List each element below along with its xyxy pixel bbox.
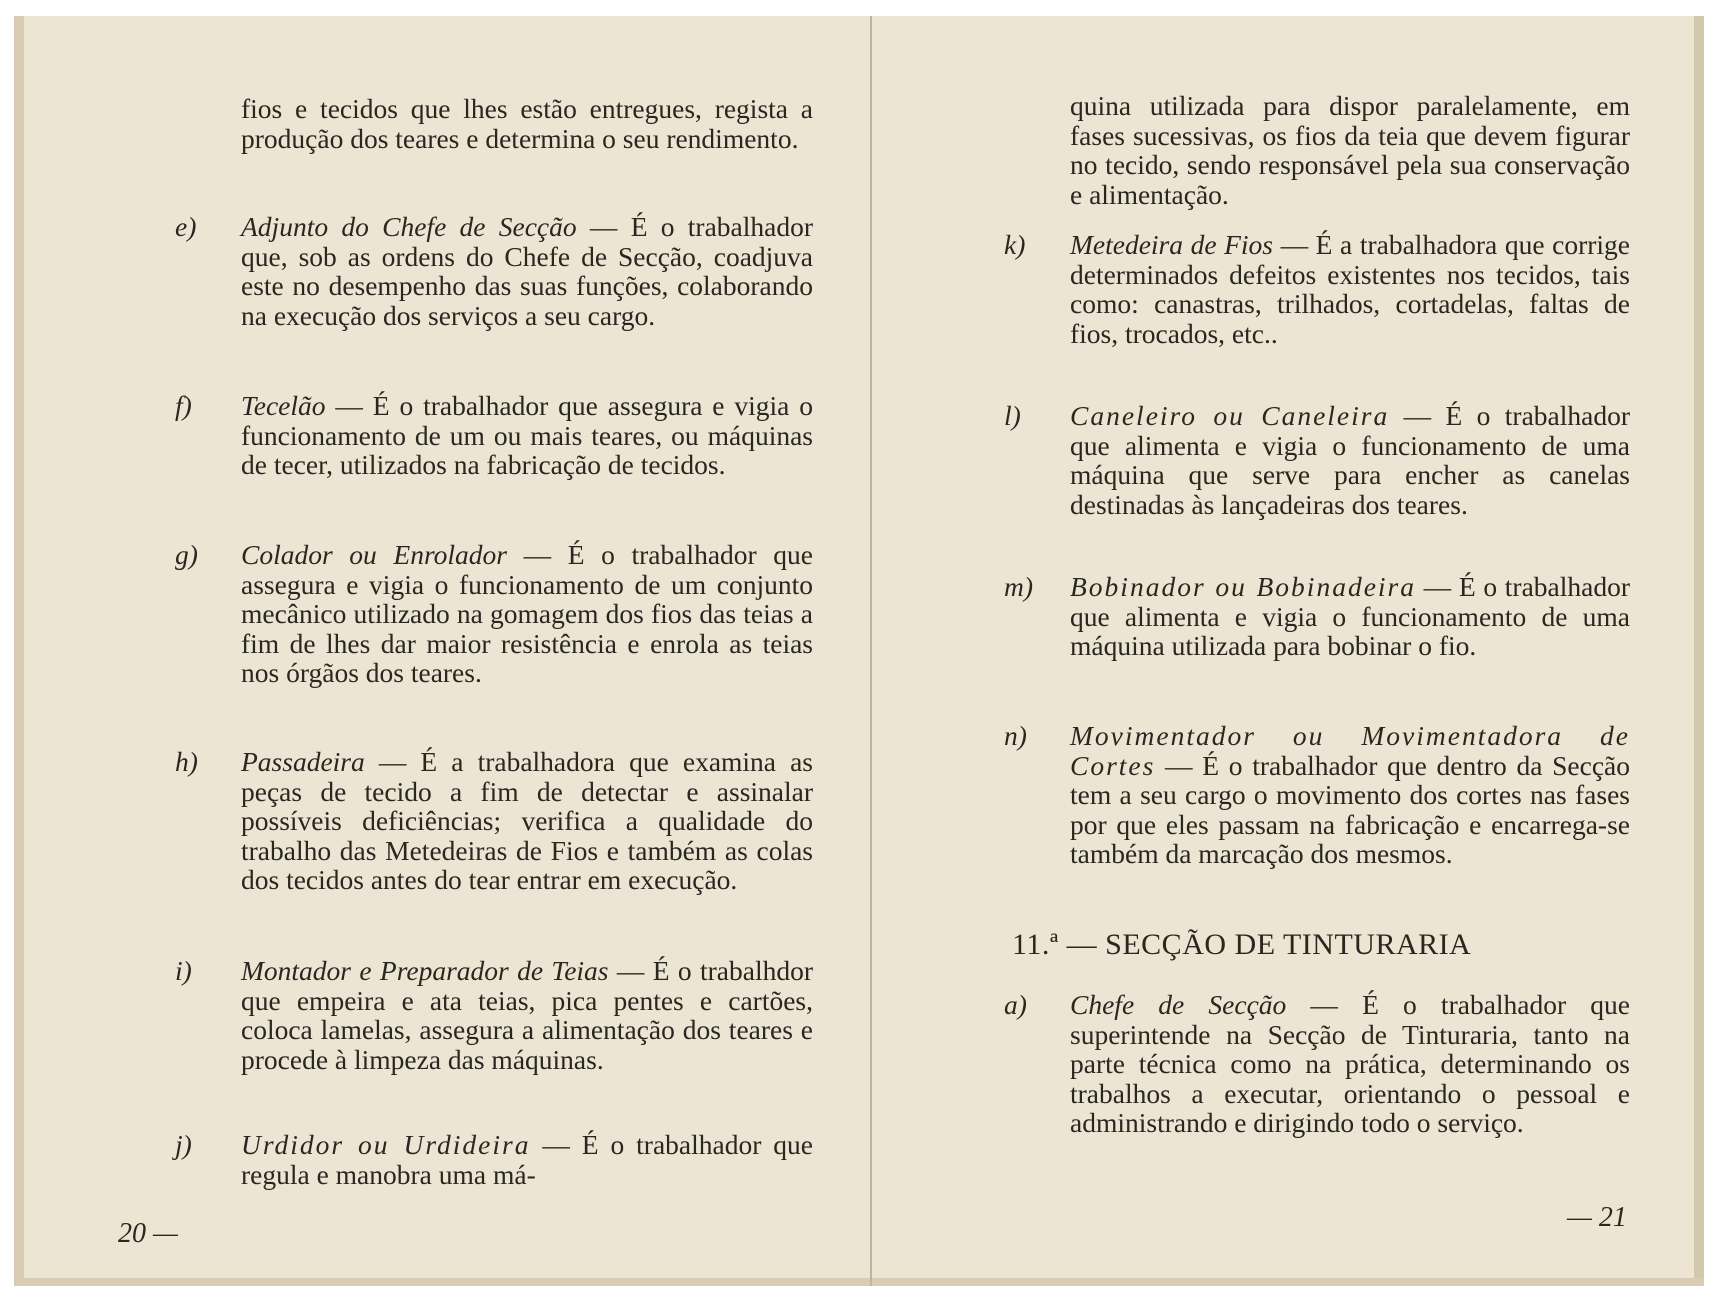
entry-term: Chefe de Secção: [1070, 989, 1287, 1020]
entry-body: [1070, 721, 1630, 869]
continuation-paragraph: [1070, 91, 1630, 209]
entry-letter: f): [175, 390, 192, 421]
page-edge: [1694, 16, 1704, 1286]
entry-body: [241, 212, 813, 330]
page-edge: [14, 16, 24, 1286]
entry-term: Adjunto do Chefe de Secção: [241, 211, 577, 242]
entry-a: [1004, 989, 1631, 1138]
entry-n: [1004, 720, 1630, 869]
entry-text: — É o trabalhador que assegura e vigia o funcionamento de um conjunto mecânico utilizado na gomagem dos fios das teias a fim de lhes dar maior resistência e enrola as teias nos órgãos dos teares.: [241, 539, 813, 688]
entry-g: [175, 539, 813, 688]
paragraph-text: fios e tecidos que lhes estão entregues, regista a produção dos teares e determina o seu rendimento.: [241, 93, 813, 154]
entry-term: Urdidor ou Urdideira: [241, 1129, 531, 1160]
entry-text: — É o trabalhador que superintende na Secção de Tinturaria, tanto na parte técnica como na prática, determinando os trabalhos a executar, orientando o pessoal e administrando e dirigindo todo o serviço.: [1070, 989, 1631, 1138]
entry-text: — É a trabalhadora que examina as peças de tecido a fim de detectar e assinalar possíveis deficiências; verifica a qualidade do trabalho das Metedeiras de Fios e também as colas dos tecidos antes do tear entrar em execução.: [241, 746, 813, 895]
left-page: [14, 16, 872, 1286]
entry-text: — É o trabalhador que dentro da Secção tem a seu cargo o movimento dos cortes nas fases por que eles passam na fabricação e encarrega-se também da marcação dos mesmos.: [1070, 749, 1630, 869]
entry-letter: n): [1004, 720, 1027, 751]
entry-term: Montador e Preparador de Teias: [241, 955, 609, 986]
page-number: — 21: [1567, 1202, 1627, 1233]
page-edge: [14, 1278, 870, 1286]
entry-text: — É a trabalhadora que corrige determinados defeitos existentes nos tecidos, tais como: canastras, trilhados, cortadelas, faltas de fios, trocados, etc..: [1070, 229, 1630, 349]
entry-term: Caneleiro ou Caneleira: [1070, 400, 1390, 431]
entry-letter: m): [1004, 571, 1034, 602]
entry-body: [241, 391, 813, 480]
entry-text: — É o trabalhador que alimenta e vigia o funcionamento de uma máquina que serve para encher as canelas destinadas às lançadeiras dos teares.: [1070, 400, 1631, 520]
entry-l: [1004, 400, 1631, 520]
entry-term: Movimentador ou Movimentadora de Cortes: [1070, 720, 1630, 781]
entry-letter: i): [175, 955, 192, 986]
entry-body: [1070, 990, 1630, 1138]
entry-letter: e): [175, 211, 197, 242]
entry-body: [241, 1130, 813, 1189]
entry-body: [241, 747, 813, 895]
entry-letter: a): [1004, 989, 1027, 1020]
entry-body: [241, 540, 813, 688]
entry-text: — É o trabalhador que alimenta e vigia o funcionamento de uma máquina utilizada para bobinar o fio.: [1070, 571, 1630, 661]
page-edge: [872, 1278, 1704, 1286]
entry-term: Tecelão: [241, 390, 326, 421]
entry-body: [1070, 401, 1630, 519]
entry-body: [1070, 572, 1630, 661]
entry-term: Colador ou Enrolador: [241, 539, 507, 570]
page-number: 20 —: [118, 1218, 178, 1249]
entry-m: [1004, 571, 1630, 661]
entry-text: — É o trabalhador que assegura e vigia o funcionamento de um ou mais teares, ou máquinas de tecer, utilizados na fabricação de tecidos.: [241, 390, 813, 480]
entry-letter: h): [175, 746, 198, 777]
entry-h: [175, 746, 813, 895]
entry-letter: g): [175, 539, 198, 570]
entry-f: [175, 390, 813, 480]
right-page: [872, 16, 1704, 1286]
entry-k: [1004, 229, 1630, 349]
entry-text: — É o trabalhador que regula e manobra uma má-: [241, 1129, 813, 1190]
entry-term: Passadeira: [241, 746, 365, 777]
entry-i: [175, 955, 813, 1075]
entry-text: — É o trabalhador que, sob as ordens do Chefe de Secção, coadjuva este no desempenho das suas funções, colaborando na execução dos serviços a seu cargo.: [241, 211, 813, 331]
entry-letter: l): [1004, 400, 1021, 431]
entry-letter: k): [1004, 229, 1026, 260]
continuation-paragraph: [241, 94, 813, 153]
entry-body: [241, 956, 813, 1074]
entry-body: [1070, 230, 1630, 348]
entry-e: [175, 211, 813, 331]
open-booklet: [14, 16, 1704, 1286]
entry-term: Metedeira de Fios: [1070, 229, 1274, 260]
entry-j: [175, 1129, 813, 1190]
entry-term: Bobinador ou Bobinadeira: [1070, 571, 1416, 602]
entry-letter: j): [175, 1129, 192, 1160]
section-heading: 11.ª — SECÇÃO DE TINTURARIA: [1012, 928, 1472, 961]
entry-text: — É o trabalhdor que empeira e ata teias, pica pentes e cartões, coloca lamelas, assegura a alimentação dos teares e procede à limpeza das máquinas.: [241, 955, 813, 1075]
paragraph-text: quina utilizada para dispor paralelamente, em fases sucessivas, os fios da teia que devem figurar no tecido, sendo responsável pela sua conservação e alimentação.: [1070, 90, 1630, 210]
